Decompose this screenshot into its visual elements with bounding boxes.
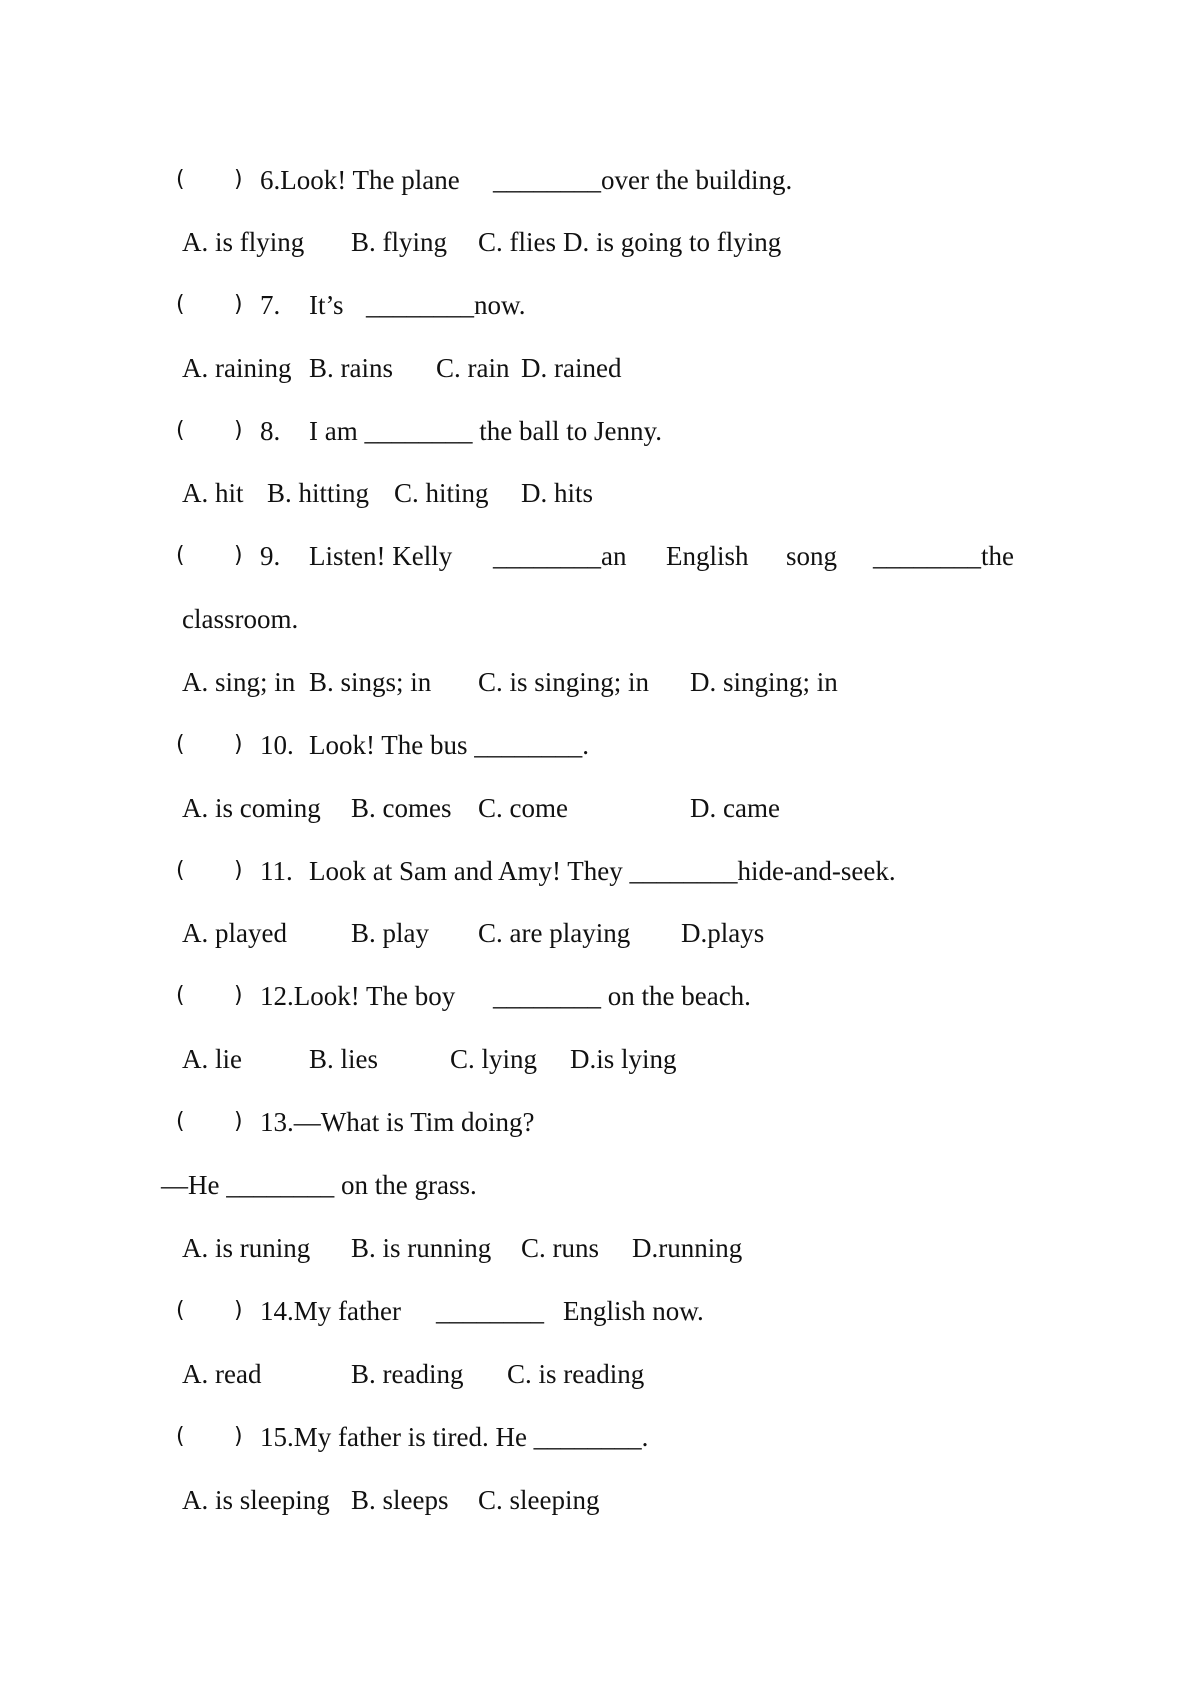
answer-paren-open: ( — [176, 1298, 185, 1323]
question-9-options — [0, 662, 1200, 702]
option-c: C. hiting — [394, 478, 489, 508]
option-b: B. hitting — [267, 478, 370, 508]
question-text: song — [786, 541, 838, 571]
answer-paren-open: ( — [176, 292, 185, 317]
option-b: B. lies — [309, 1044, 379, 1074]
answer-paren-open: ( — [176, 858, 185, 883]
question-text: 14.My father — [260, 1296, 401, 1326]
question-number: 11. — [260, 856, 293, 886]
option-d: D.running — [632, 1233, 743, 1263]
question-6-options — [0, 222, 1200, 262]
question-12-options — [0, 1039, 1200, 1079]
question-10-options — [0, 788, 1200, 828]
option-b: B. sleeps — [351, 1485, 449, 1515]
option-a: A. is coming — [182, 793, 321, 823]
answer-paren-close: ) — [234, 858, 243, 883]
answer-paren-close: ) — [234, 1298, 243, 1323]
option-c: C. is singing; in — [478, 667, 650, 697]
question-15-stem — [0, 1417, 1200, 1457]
option-d: D. is going to flying — [563, 227, 782, 257]
option-a: A. played — [182, 918, 287, 948]
question-9-stem-continued — [0, 599, 1200, 639]
question-8-options — [0, 473, 1200, 513]
question-number: 7. — [260, 290, 281, 320]
question-text: 13.—What is Tim doing? — [260, 1107, 535, 1137]
option-b: B. play — [351, 918, 429, 948]
question-6-stem — [0, 160, 1200, 200]
answer-paren-open: ( — [176, 543, 185, 568]
question-number: 10. — [260, 730, 294, 760]
answer-paren-open: ( — [176, 1424, 185, 1449]
option-d: D. rained — [521, 353, 622, 383]
option-c: C. lying — [450, 1044, 538, 1074]
answer-paren-close: ) — [234, 1424, 243, 1449]
option-b: B. reading — [351, 1359, 464, 1389]
option-a: A. hit — [182, 478, 244, 508]
answer-blank: ________ — [436, 1296, 544, 1326]
question-15-options — [0, 1480, 1200, 1520]
question-8-stem — [0, 411, 1200, 451]
option-c: C. flies — [478, 227, 556, 257]
answer-paren-close: ) — [234, 167, 243, 192]
question-10-stem — [0, 725, 1200, 765]
question-11-options — [0, 913, 1200, 953]
option-b: B. comes — [351, 793, 452, 823]
question-text: classroom. — [182, 604, 299, 634]
question-text: Listen! Kelly — [309, 541, 453, 571]
question-7-stem — [0, 285, 1200, 325]
question-text: —He ________ on the grass. — [161, 1170, 477, 1200]
option-a: A. lie — [182, 1044, 242, 1074]
option-c: C. runs — [521, 1233, 600, 1263]
option-d: D. hits — [521, 478, 594, 508]
option-b: B. sings; in — [309, 667, 432, 697]
option-b: B. is running — [351, 1233, 492, 1263]
question-text: 6.Look! The plane — [260, 165, 460, 195]
question-12-stem — [0, 976, 1200, 1016]
question-14-options — [0, 1354, 1200, 1394]
option-d: D. came — [690, 793, 780, 823]
question-text: ________an — [493, 541, 627, 571]
question-text: Look! The bus ________. — [309, 730, 589, 760]
question-text: English now. — [563, 1296, 704, 1326]
question-number: 8. — [260, 416, 281, 446]
question-text: It’s — [309, 290, 344, 320]
question-text: 15.My father is tired. He ________. — [260, 1422, 649, 1452]
option-c: C. rain — [436, 353, 510, 383]
option-d: D. singing; in — [690, 667, 838, 697]
question-13-options — [0, 1228, 1200, 1268]
answer-paren-open: ( — [176, 983, 185, 1008]
option-c: C. come — [478, 793, 568, 823]
option-c: C. are playing — [478, 918, 631, 948]
question-text: Look at Sam and Amy! They ________hide-and-seek. — [309, 856, 896, 886]
answer-paren-close: ) — [234, 418, 243, 443]
question-11-stem — [0, 851, 1200, 891]
option-a: A. is sleeping — [182, 1485, 330, 1515]
answer-paren-open: ( — [176, 418, 185, 443]
option-a: A. is runing — [182, 1233, 311, 1263]
question-13-stem — [0, 1102, 1200, 1142]
answer-paren-open: ( — [176, 1109, 185, 1134]
question-13-stem-continued — [0, 1165, 1200, 1205]
question-text: 12.Look! The boy — [260, 981, 456, 1011]
question-number: 9. — [260, 541, 281, 571]
question-text: ________ on the beach. — [493, 981, 751, 1011]
option-b: B. flying — [351, 227, 448, 257]
question-text: English — [666, 541, 749, 571]
answer-paren-open: ( — [176, 167, 185, 192]
option-a: A. read — [182, 1359, 262, 1389]
answer-paren-close: ) — [234, 983, 243, 1008]
option-c: C. is reading — [507, 1359, 645, 1389]
option-b: B. rains — [309, 353, 393, 383]
question-text: ________the — [873, 541, 1014, 571]
question-text: ________now. — [366, 290, 526, 320]
answer-paren-open: ( — [176, 732, 185, 757]
question-text: I am ________ the ball to Jenny. — [309, 416, 662, 446]
option-a: A. is flying — [182, 227, 305, 257]
question-text: ________over the building. — [493, 165, 793, 195]
answer-paren-close: ) — [234, 292, 243, 317]
option-c: C. sleeping — [478, 1485, 600, 1515]
option-a: A. sing; in — [182, 667, 296, 697]
question-7-options — [0, 348, 1200, 388]
option-d: D.plays — [681, 918, 765, 948]
answer-paren-close: ) — [234, 543, 243, 568]
question-9-stem — [0, 536, 1200, 576]
answer-paren-close: ) — [234, 1109, 243, 1134]
question-14-stem — [0, 1291, 1200, 1331]
option-a: A. raining — [182, 353, 292, 383]
answer-paren-close: ) — [234, 732, 243, 757]
option-d: D.is lying — [570, 1044, 677, 1074]
